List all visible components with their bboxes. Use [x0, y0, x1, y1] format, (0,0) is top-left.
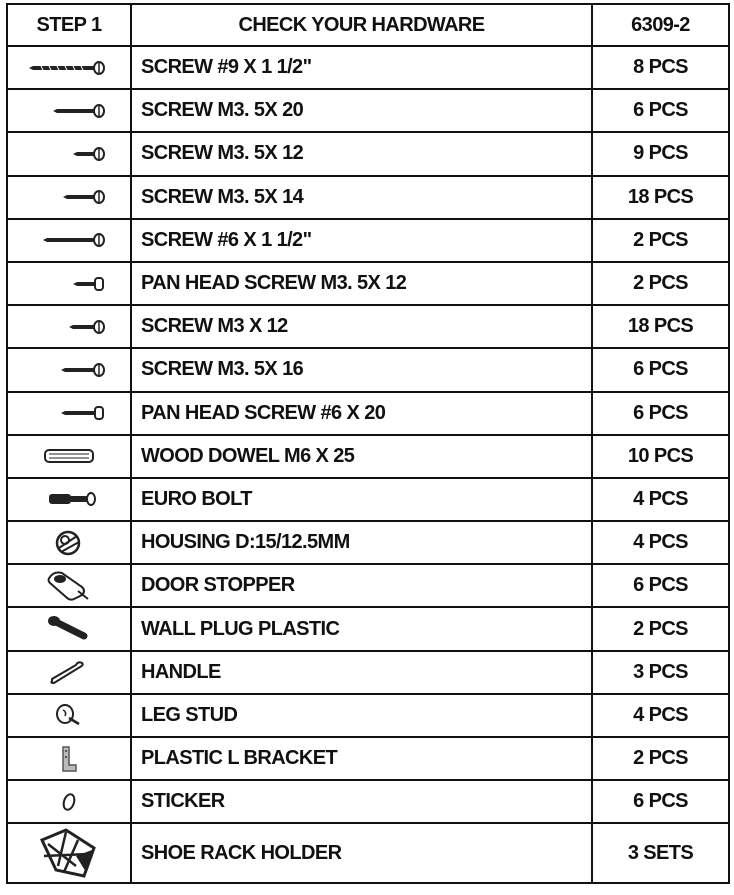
item-name: SCREW M3. 5X 16 [131, 348, 592, 391]
screw-icon [7, 305, 131, 348]
item-quantity: 9 PCS [592, 132, 729, 175]
table-row [7, 694, 729, 737]
item-quantity: 18 PCS [592, 176, 729, 219]
door-stopper-icon [7, 564, 131, 607]
item-name: SCREW #6 X 1 1/2" [131, 219, 592, 262]
table-row [7, 219, 729, 262]
item-name: SCREW #9 X 1 1/2" [131, 46, 592, 89]
item-quantity: 3 PCS [592, 651, 729, 694]
item-name: DOOR STOPPER [131, 564, 592, 607]
table-row [7, 478, 729, 521]
table-row [7, 651, 729, 694]
euro-bolt-icon [7, 478, 131, 521]
table-row [7, 89, 729, 132]
item-name: SHOE RACK HOLDER [131, 823, 592, 883]
item-name: HOUSING D:15/12.5MM [131, 521, 592, 564]
table-row [7, 348, 729, 391]
leg-stud-icon [7, 694, 131, 737]
item-name: PAN HEAD SCREW #6 X 20 [131, 392, 592, 435]
item-quantity: 4 PCS [592, 694, 729, 737]
handle-icon [7, 651, 131, 694]
table-row [7, 564, 729, 607]
item-quantity: 10 PCS [592, 435, 729, 478]
table-row [7, 435, 729, 478]
item-name: SCREW M3 X 12 [131, 305, 592, 348]
shoe-rack-holder-icon [7, 823, 131, 883]
long-screw-icon [7, 46, 131, 89]
step-label: STEP 1 [7, 4, 131, 46]
item-name: EURO BOLT [131, 478, 592, 521]
table-row [7, 780, 729, 823]
item-quantity: 2 PCS [592, 737, 729, 780]
housing-icon [7, 521, 131, 564]
item-quantity: 6 PCS [592, 392, 729, 435]
short-screw-icon [7, 132, 131, 175]
product-code: 6309-2 [592, 4, 729, 46]
item-name: SCREW M3. 5X 20 [131, 89, 592, 132]
item-quantity: 3 SETS [592, 823, 729, 883]
item-name: HANDLE [131, 651, 592, 694]
screw-icon [7, 348, 131, 391]
item-name: WALL PLUG PLASTIC [131, 607, 592, 650]
item-name: PAN HEAD SCREW M3. 5X 12 [131, 262, 592, 305]
item-quantity: 2 PCS [592, 607, 729, 650]
hardware-table [6, 3, 730, 884]
item-quantity: 4 PCS [592, 478, 729, 521]
wood-dowel-icon [7, 435, 131, 478]
item-name: SCREW M3. 5X 12 [131, 132, 592, 175]
table-row [7, 305, 729, 348]
table-row [7, 392, 729, 435]
screw-icon [7, 89, 131, 132]
item-name: SCREW M3. 5X 14 [131, 176, 592, 219]
item-quantity: 8 PCS [592, 46, 729, 89]
screw-icon [7, 176, 131, 219]
item-quantity: 2 PCS [592, 219, 729, 262]
table-row [7, 737, 729, 780]
table-row [7, 176, 729, 219]
item-quantity: 6 PCS [592, 348, 729, 391]
pan-head-screw-icon [7, 392, 131, 435]
table-header-row [7, 4, 729, 46]
item-name: LEG STUD [131, 694, 592, 737]
table-row [7, 823, 729, 883]
item-quantity: 18 PCS [592, 305, 729, 348]
item-name: PLASTIC L BRACKET [131, 737, 592, 780]
table-row [7, 607, 729, 650]
item-name: WOOD DOWEL M6 X 25 [131, 435, 592, 478]
wall-plug-icon [7, 607, 131, 650]
table-row [7, 521, 729, 564]
pan-head-screw-icon [7, 262, 131, 305]
long-screw-icon [7, 219, 131, 262]
table-title: CHECK YOUR HARDWARE [131, 4, 592, 46]
table-row [7, 262, 729, 305]
table-row [7, 46, 729, 89]
item-quantity: 6 PCS [592, 780, 729, 823]
table-row [7, 132, 729, 175]
item-quantity: 4 PCS [592, 521, 729, 564]
item-quantity: 6 PCS [592, 89, 729, 132]
item-name: STICKER [131, 780, 592, 823]
sticker-icon [7, 780, 131, 823]
item-quantity: 6 PCS [592, 564, 729, 607]
l-bracket-icon [7, 737, 131, 780]
item-quantity: 2 PCS [592, 262, 729, 305]
